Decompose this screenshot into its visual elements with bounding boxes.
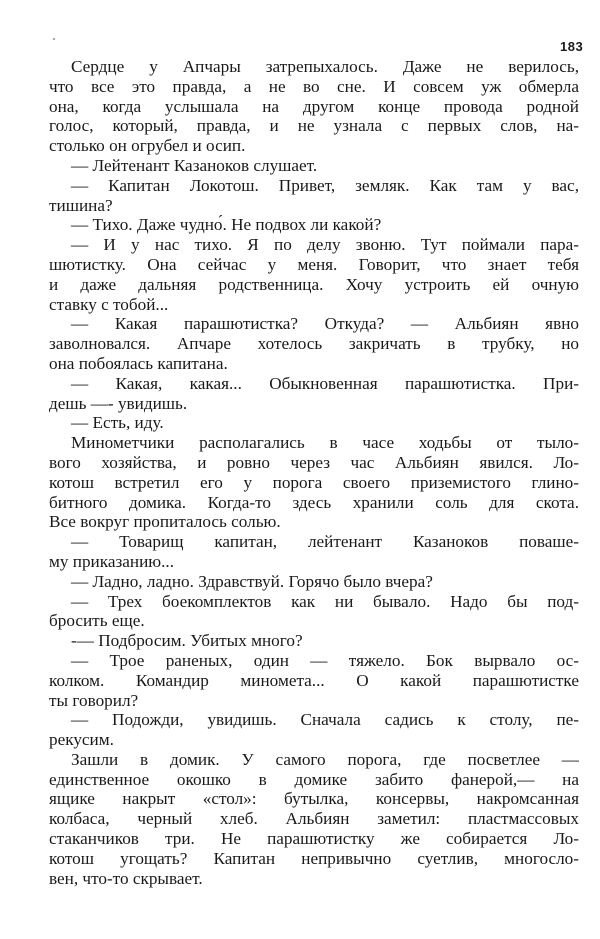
text-line: что все это правда, а не во сне. И совсем уж обмерла	[49, 76, 579, 96]
text-line: заволновался. Апчаре хотелось закричать в трубку, но	[49, 334, 579, 354]
text-line: рекусим.	[49, 730, 114, 750]
text-line: столько он огрубел и осип.	[49, 136, 246, 156]
page-number: 183	[560, 39, 584, 54]
text-line: битного домика. Когда-то здесь хранили соль для скота.	[49, 492, 579, 512]
text-line: котош угощать? Капитан непривычно суетлив, многосло-	[49, 848, 579, 868]
text-line: голос, который, правда, и не узнала с первых слов, на-	[49, 116, 579, 136]
body-text	[49, 57, 579, 888]
text-line: — Ладно, ладно. Здравствуй. Горячо было вчера?	[71, 571, 433, 591]
text-line: — Товарищ капитан, лейтенант Казаноков поваше-	[71, 532, 579, 552]
text-line: ты говорил?	[49, 690, 139, 710]
text-line: ящике накрыт «стол»: бутылка, консервы, накромсанная	[49, 789, 579, 809]
text-line: — Капитан Локотош. Привет, земляк. Как там у вас,	[71, 175, 579, 195]
text-line: бросить еще.	[49, 611, 145, 631]
text-line: — Тихо. Даже чудно́. Не подвох ли какой?	[71, 215, 382, 235]
text-line: единственное окошко в домике забито фанерой,— на	[49, 769, 579, 789]
text-line: колбаса, черный хлеб. Альбиян заметил: пластмассовых	[49, 809, 579, 829]
text-line: — Подожди, увидишь. Сначала садись к столу, пе-	[71, 710, 579, 730]
text-line: ставку с тобой...	[49, 294, 169, 314]
text-line: и даже дальняя родственница. Хочу устроить ей очную	[49, 274, 579, 294]
text-line: колком. Командир миномета... О какой парашютистке	[49, 670, 579, 690]
text-line: Минометчики располагались в часе ходьбы от тыло-	[71, 433, 579, 453]
scan-speck	[53, 38, 55, 40]
text-line: -— Подбросим. Убитых много?	[71, 631, 303, 651]
text-line: вого хозяйства, и ровно через час Альбиян явился. Ло-	[49, 452, 579, 472]
text-line: му приказанию...	[49, 551, 175, 571]
text-line: котош встретил его у порога своего приземистого глино-	[49, 472, 579, 492]
text-line: стаканчиков три. Не парашютистку же собирается Ло-	[49, 829, 579, 849]
text-line: дешь —- увидишь.	[49, 393, 188, 413]
text-line: Сердце у Апчары затрепыхалось. Даже не верилось,	[71, 57, 579, 76]
text-line: Зашли в домик. У самого порога, где посветлее —	[71, 749, 579, 769]
text-line: тишина?	[49, 195, 113, 215]
text-line: шютистку. Она сейчас у меня. Говорит, что знает тебя	[49, 254, 579, 274]
text-line: — И у нас тихо. Я по делу звоню. Тут поймали пара-	[71, 235, 579, 255]
text-line: — Какая, какая... Обыкновенная парашютистка. При-	[71, 373, 579, 393]
text-line: Все вокруг пропиталось солью.	[49, 512, 281, 532]
text-line: она побоялась капитана.	[49, 353, 228, 373]
text-line: — Трое раненых, один — тяжело. Бок вырвало ос-	[71, 650, 579, 670]
text-line: она, когда услышала на другом конце провода родной	[49, 96, 579, 116]
text-line: — Есть, иду.	[71, 413, 164, 433]
text-line: — Лейтенант Казаноков слушает.	[71, 155, 318, 175]
text-line: вен, что-то скрывает.	[49, 868, 203, 888]
text-line: — Трех боекомплектов как ни бывало. Надо бы под-	[71, 591, 579, 611]
text-line: — Какая парашютистка? Откуда? — Альбиян явно	[71, 314, 579, 334]
